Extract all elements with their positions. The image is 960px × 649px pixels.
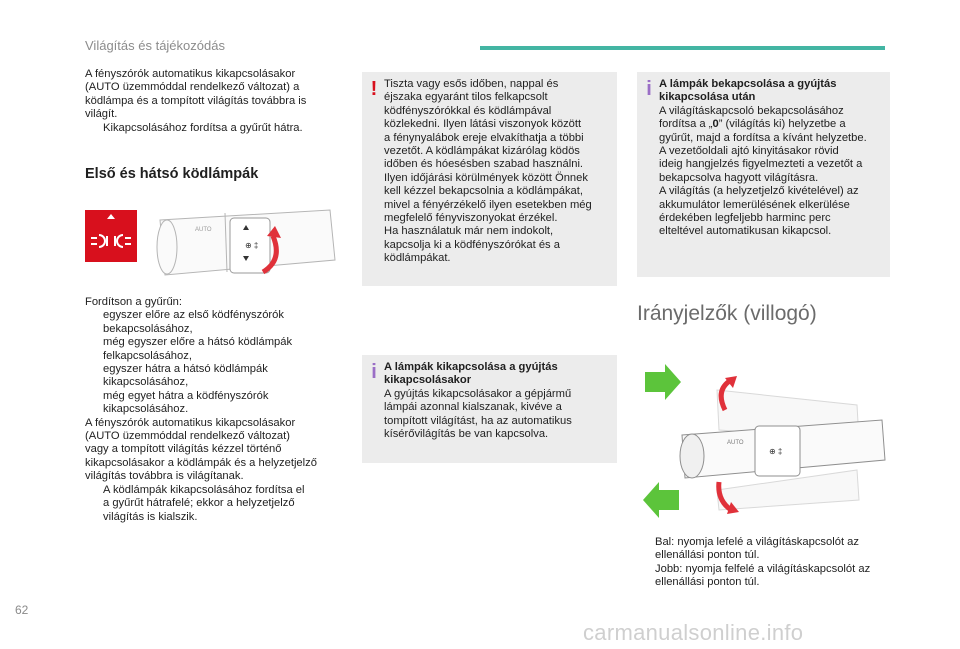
svg-text:⊕ ‡: ⊕ ‡ bbox=[245, 241, 259, 250]
auto-label: AUTO bbox=[727, 440, 744, 446]
chapter-title: Világítás és tájékozódás bbox=[85, 38, 225, 53]
fog-lamp-stalk-illustration bbox=[85, 200, 340, 286]
turn-label: Fordítson a gyűrűn: bbox=[85, 296, 183, 308]
fog-lamp-instructions bbox=[85, 296, 345, 524]
info-icon: i bbox=[646, 78, 652, 100]
list-item: még egyet hátra a ködfényszórók kikapcsolásához. bbox=[103, 389, 269, 416]
para-line: A fényszórók automatikus kikapcsolásakor bbox=[85, 416, 296, 429]
intro-line: ködlámpa és a tompított világítás továbbra is bbox=[85, 94, 307, 107]
list-item: A ködlámpák kikapcsolásához fordítsa el a gyűrűt hátrafelé; ekkor a helyzetjelző világítás is kialszik. bbox=[103, 483, 305, 523]
turn-signal-stalk-illustration bbox=[637, 360, 890, 525]
list-item: még egyszer előre a hátsó ködlámpák felkapcsolásához, bbox=[103, 336, 293, 362]
para-line: (AUTO üzemmóddal rendelkező változat) bbox=[85, 430, 290, 443]
section-title-fog-lamps: Első és hátsó ködlámpák bbox=[85, 166, 259, 182]
turn-signal-instructions bbox=[637, 536, 890, 590]
watermark: carmanualsonline.info bbox=[583, 620, 804, 645]
list-item: egyszer előre az első ködfényszórók bekapcsolásához, bbox=[103, 309, 284, 335]
info-icon: i bbox=[371, 361, 377, 383]
info-box-lights-off bbox=[362, 355, 617, 463]
list-item: Bal: nyomja lefelé a világításkapcsolót az ellenállási ponton túl. bbox=[655, 536, 859, 562]
svg-text:⊕ ‡: ⊕ ‡ bbox=[769, 447, 783, 456]
section-title-turn-signals: Irányjelzők (villogó) bbox=[637, 302, 817, 325]
para-line: világítás továbbra is világítanak. bbox=[85, 470, 244, 483]
info-box-lights-on bbox=[637, 72, 890, 277]
warning-text: Tiszta vagy esős időben, nappal és éjszaka egyaránt tilos felkapcsolt ködfényszórókkal és ködlámpával közlekedni. Ilyen látási viszonyok között a fénynyalábok ereje elvakíthatja a többi vezetőt. A ködlámpákat kizárólag ködös időben és hóesésben szabad használni. Ilyen időjárási körülmények között Önnek kell kézzel bekapcsolnia a ködlámpákat, mivel a fényérzékelő ilyen esetekben még megfelelő fényviszonyokat érzékel. Ha használatuk már nem indokolt, kapcsolja ki a ködfényszórókat és a ködlámpákat. bbox=[384, 78, 592, 265]
intro-line: A fényszórók automatikus kikapcsolásakor bbox=[85, 68, 296, 80]
warning-icon: ! bbox=[370, 78, 378, 100]
intro-line: (AUTO üzemmóddal rendelkező változat) a bbox=[85, 81, 300, 94]
header-divider bbox=[480, 46, 885, 50]
para-line: vagy a tompított világítás kézzel történő bbox=[85, 443, 282, 456]
list-item: Jobb: nyomja felfelé a világításkapcsolót az ellenállási ponton túl. bbox=[655, 562, 871, 589]
green-arrow-down bbox=[643, 482, 679, 518]
warning-box bbox=[362, 72, 617, 286]
green-arrow-up bbox=[645, 364, 681, 400]
info-text: A lámpák kikapcsolása a gyújtás kikapcsolásakor A gyújtás kikapcsolásakor a gépjármű lámpái azonnal kialszanak, kivéve a tompított világítást, ha az automatikus kísérővilágítás be van kapcsolva. bbox=[384, 361, 572, 441]
intro-bullet: Kikapcsolásához fordítsa a gyűrűt hátra. bbox=[103, 121, 303, 134]
intro-text bbox=[85, 68, 345, 135]
list-item: egyszer hátra a hátsó ködlámpák kikapcsolásához, bbox=[103, 363, 268, 389]
intro-line: világít. bbox=[85, 108, 118, 121]
para-line: kikapcsolásakor a ködlámpák és a helyzetjelző bbox=[85, 456, 317, 469]
page-number: 62 bbox=[15, 603, 29, 617]
auto-label: AUTO bbox=[195, 227, 212, 233]
info-text: A lámpák bekapcsolása a gyújtás kikapcsolása után A világításkapcsoló bekapcsolásához fordítsa a „0” (világítás ki) helyzetbe a gyűrűt, majd a fordítsa a kívánt helyzetbe. A vezetőoldali ajtó kinyitásakor rövid ideig hangjelzés figyelmezteti a vezetőt a bekapcsolva hagyott világításra. A világítás (a helyzetjelző kivételével) az akkumulátor lemerülésének elkerülése érdekében legfeljebb harminc perc elteltével automatikusan kikapcsol. bbox=[659, 78, 867, 238]
